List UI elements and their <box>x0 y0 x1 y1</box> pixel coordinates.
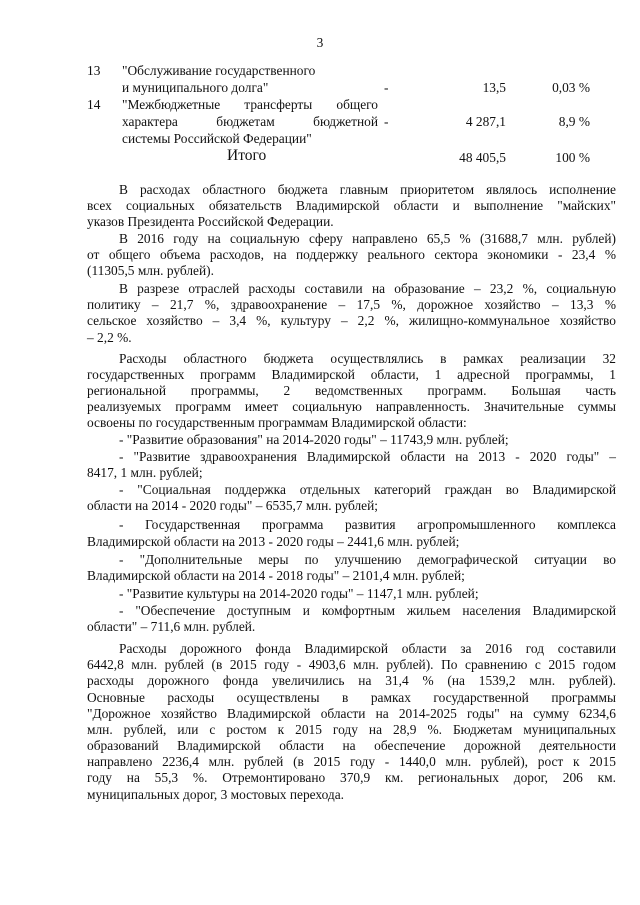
body-line: В 2016 году на социальную сферу направлено 65,5 % (31688,7 млн. рублей) <box>119 231 616 246</box>
row-name-line: "Межбюджетные трансферты общего <box>122 97 378 112</box>
body-line: - "Обеспечение доступным и комфортным жильем населения Владимирской <box>119 603 616 618</box>
row-number: 14 <box>87 97 101 112</box>
body-line: - Государственная программа развития агропромышленного комплекса <box>119 517 616 532</box>
row-name-line: характера бюджетам бюджетной <box>122 114 378 129</box>
body-line: политику – 21,7 %, здравоохранение – 17,5 %, дорожное хозяйство – 13,3 % <box>87 297 616 312</box>
body-line: 8417, 1 млн. рублей; <box>87 465 203 480</box>
body-line: - "Дополнительные меры по улучшению демографической ситуации во <box>119 552 616 567</box>
body-line: - "Развитие культуры на 2014-2020 годы" – 1147,1 млн. рублей; <box>119 586 479 601</box>
body-line: указов Президента Российской Федерации. <box>87 214 334 229</box>
body-line: региональной программы, 2 ведомственных программ. Большая часть <box>87 383 616 398</box>
body-line: - "Развитие образования" на 2014-2020 годы" – 11743,9 млн. рублей; <box>119 432 509 447</box>
row-name-line: "Обслуживание государственного <box>122 63 316 78</box>
body-line: освоены по государственным программам Владимирской области: <box>87 415 467 430</box>
body-line: направлено 2236,4 млн. рублей (в 2015 году - 1440,0 млн. рублей), рост к 2015 <box>87 754 616 769</box>
body-line: Владимирской области на 2013 - 2020 годы – 2441,6 млн. рублей; <box>87 534 460 549</box>
body-line: Расходы дорожного фонда Владимирской области за 2016 год составили <box>119 641 616 656</box>
body-line: 6442,8 млн. рублей (в 2015 году - 4903,6 млн. рублей). По сравнению с 2015 годом <box>87 657 616 672</box>
body-line: году на 55,3 %. Отремонтировано 370,9 км. региональных дорог, 206 км. <box>87 770 616 785</box>
row-number: 13 <box>87 63 101 78</box>
body-line: - "Развитие здравоохранения Владимирской области на 2013 - 2020 годы" – <box>119 449 616 464</box>
body-line: реализуемых программ имеет социальную направленность. Значительные суммы <box>87 399 616 414</box>
row-percent: 0,03 % <box>552 80 590 95</box>
body-line: - "Социальная поддержка отдельных категорий граждан во Владимирской <box>119 482 616 497</box>
body-line: области" – 711,6 млн. рублей. <box>87 619 256 634</box>
body-line: муниципальных дорог, 3 мостовых перехода. <box>87 787 345 802</box>
body-line: В разрезе отраслей расходы составили на образование – 23,2 %, социальную <box>119 281 616 296</box>
body-line: Расходы областного бюджета осуществлялись в рамках реализации 32 <box>119 351 616 366</box>
body-line: млн. рублей, или с ростом к 2015 году на 28,9 %. Бюджетам муниципальных <box>87 722 616 737</box>
body-line: расходы дорожного фонда увеличились на 31,4 % (на 1539,2 млн. рублей). <box>87 673 616 688</box>
body-line: образований Владимирской области на обеспечение дорожной деятельности <box>87 738 616 753</box>
body-line: сельское хозяйство – 3,4 %, культуру – 2,2 %, жилищно-коммунальное хозяйство <box>87 313 616 328</box>
row-dash: - <box>384 80 389 95</box>
body-line: области на 2014 - 2020 годы" – 6535,7 млн. рублей; <box>87 498 378 513</box>
body-line: государственных программ Владимирской области, 1 адресной программы, 1 <box>87 367 616 382</box>
total-label: Итого <box>227 147 267 164</box>
total-percent: 100 % <box>555 150 590 165</box>
row-dash: - <box>384 114 389 129</box>
body-line: (11305,5 млн. рублей). <box>87 263 214 278</box>
body-line: всех социальных обязательств Владимирской области и выполнение "майских" <box>87 198 616 213</box>
total-value: 48 405,5 <box>459 150 506 165</box>
body-line: от общего объема расходов, на поддержку реального сектора экономики - 23,4 % <box>87 247 616 262</box>
page-number: 3 <box>316 35 324 50</box>
body-line: Владимирской области на 2014 - 2018 годы" – 2101,4 млн. рублей; <box>87 568 465 583</box>
body-line: "Дорожное хозяйство Владимирской области на 2014-2025 годы" на сумму 6234,6 <box>87 706 616 721</box>
row-percent: 8,9 % <box>558 114 590 129</box>
row-value: 4 287,1 <box>465 114 506 129</box>
row-name-line: и муниципального долга" <box>122 80 269 95</box>
row-name-line: системы Российской Федерации" <box>122 131 312 146</box>
body-line: – 2,2 %. <box>87 330 132 345</box>
row-value: 13,5 <box>482 80 506 95</box>
body-line: Основные расходы осуществлены в рамках государственной программы <box>87 690 616 705</box>
body-line: В расходах областного бюджета главным приоритетом являлось исполнение <box>119 182 616 197</box>
